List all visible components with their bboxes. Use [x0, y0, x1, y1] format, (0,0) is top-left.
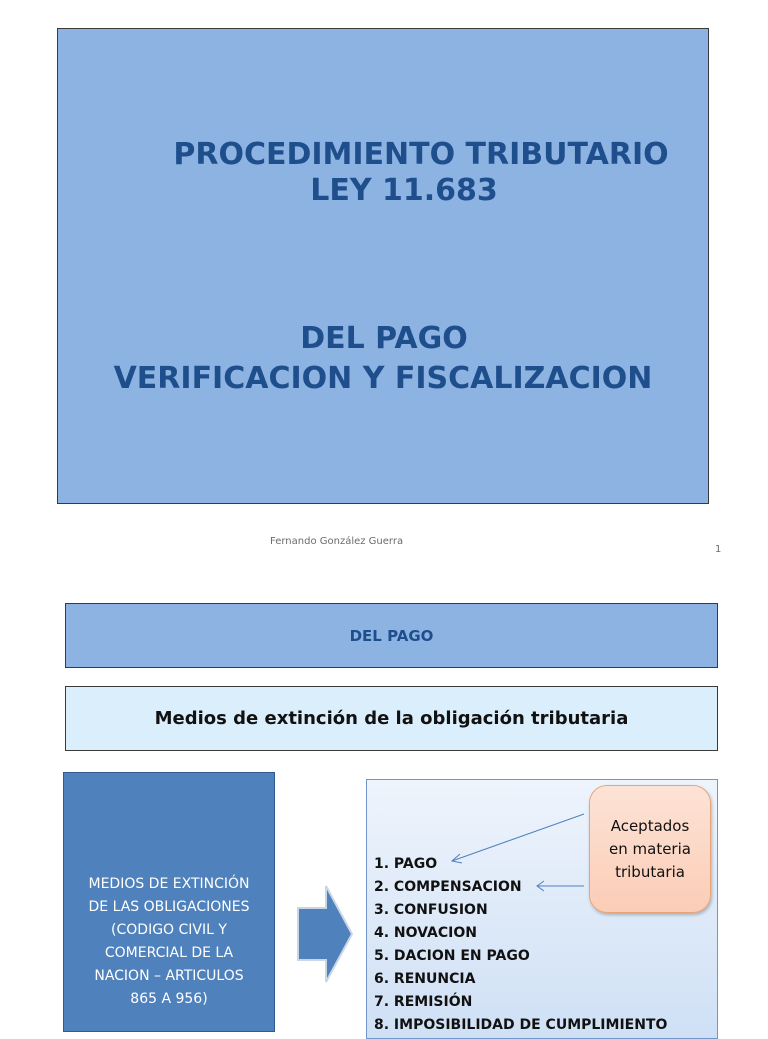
list-item: 7. REMISIÓN: [374, 994, 473, 1010]
title-line-2: LEY 11.683: [310, 173, 498, 208]
section-subheader: [65, 686, 718, 751]
slide-subtitle: [58, 319, 708, 399]
title-line-1: PROCEDIMIENTO TRIBUTARIO: [173, 137, 669, 172]
civil-code-line: 865 A 956): [130, 991, 208, 1007]
section-header-label: DEL PAGO: [349, 626, 434, 645]
callout-line: Aceptados: [610, 816, 690, 835]
list-item: 2. COMPENSACION: [374, 879, 522, 895]
section-subheader-label: Medios de extinción de la obligación tributaria: [154, 708, 629, 729]
list-item: 6. RENUNCIA: [374, 971, 476, 987]
civil-code-line: DE LAS OBLIGACIONES: [88, 899, 250, 915]
author-footer: Fernando González Guerra: [270, 536, 404, 547]
civil-code-box: [63, 772, 275, 1032]
list-item: 1. PAGO: [374, 856, 438, 872]
list-item: 8. IMPOSIBILIDAD DE CUMPLIMIENTO: [374, 1017, 668, 1033]
civil-code-line: NACION – ARTICULOS: [94, 968, 244, 984]
title-slide: [57, 28, 709, 504]
civil-code-line: MEDIOS DE EXTINCIÓN: [88, 876, 250, 892]
list-item: 4. NOVACION: [374, 925, 477, 941]
accepted-callout: [589, 785, 711, 913]
section-header: [65, 603, 718, 668]
list-item: 3. CONFUSION: [374, 902, 488, 918]
civil-code-line: COMERCIAL DE LA: [104, 945, 234, 961]
slide-title: [58, 137, 708, 209]
callout-line: en materia: [609, 839, 691, 858]
list-item: 5. DACION EN PAGO: [374, 948, 530, 964]
callout-line: tributaria: [615, 862, 685, 881]
civil-code-line: (CODIGO CIVIL Y: [111, 922, 227, 938]
subtitle-line-2: VERIFICACION Y FISCALIZACION: [113, 361, 653, 396]
right-arrow-icon: [296, 884, 354, 984]
subtitle-line-1: DEL PAGO: [300, 321, 468, 356]
page-number: 1: [715, 544, 722, 555]
